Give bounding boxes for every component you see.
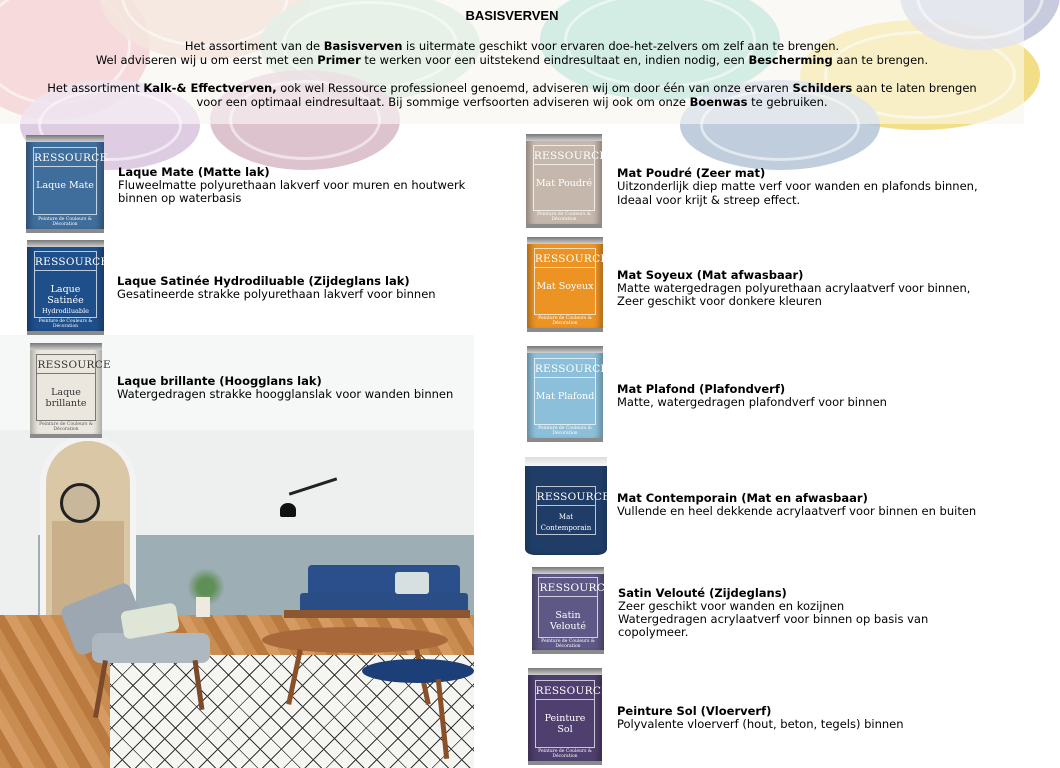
can-bottom	[527, 438, 603, 442]
product-description: Zeer geschikt voor donkere kleuren	[617, 294, 822, 308]
product-description: Polyvalente vloerverf (hout, beton, tegels) binnen	[617, 717, 904, 731]
can-product-subname: Hydrodiluable	[42, 307, 89, 316]
can-bottom	[528, 761, 602, 765]
can-product-name: Laque Satinée	[47, 284, 84, 307]
can-product-name: Satin Velouté	[550, 610, 586, 633]
product-title[interactable]: Mat Contemporain (Mat en afwasbaar)	[617, 491, 868, 505]
text-span: voor een optimaal eindresultaat. Bij sommige verfsoorten adviseren wij ook om onze	[196, 95, 690, 109]
can-label	[538, 577, 614, 638]
can-brand: RESSOURCE	[535, 253, 595, 268]
can-label	[36, 354, 112, 421]
can-label	[536, 486, 611, 535]
product-description: Watergedragen strakke hoogglanslak voor wanden binnen	[117, 387, 454, 401]
can-rim	[528, 668, 602, 675]
product-description: binnen op waterbasis	[118, 191, 242, 205]
paint-can-image[interactable]	[27, 240, 109, 335]
product-description: Watergedragen acrylaatverf voor binnen op basis van	[618, 612, 929, 626]
side-table	[362, 659, 474, 683]
text-span: te werken voor een uitstekend eindresultaat en, indien nodig, een	[360, 53, 749, 67]
header-banner	[0, 0, 1024, 124]
product-title[interactable]: Laque Mate (Matte lak)	[118, 165, 270, 179]
product-title[interactable]: Mat Poudré (Zeer mat)	[617, 166, 766, 180]
product-description: Ideaal voor krijt & streep effect.	[617, 193, 801, 207]
sofa-pillow	[395, 572, 429, 594]
wall-lamp-shade	[280, 503, 296, 517]
text-span: is uitermate geschikt voor ervaren doe-het-zelvers om zelf aan te brengen.	[402, 39, 840, 53]
can-rim	[527, 346, 603, 353]
can-brand: RESSOURCE	[34, 152, 96, 167]
can-bottom	[532, 650, 604, 654]
can-brand: RESSOURCE	[37, 359, 94, 374]
can-footer: Peinture de Couleurs & Décoration	[39, 422, 93, 433]
product-title[interactable]: Laque brillante (Hoogglans lak)	[117, 374, 322, 388]
paint-can-image[interactable]	[526, 134, 608, 228]
product-description: Uitzonderlijk diep matte verf voor wanden en plafonds binnen,	[617, 179, 978, 193]
can-footer: Peinture de Couleurs & Décoration	[538, 426, 592, 437]
can-brand: RESSOURCE	[536, 685, 595, 700]
can-product-name: Mat Contemporain	[540, 513, 592, 533]
can-rim	[527, 237, 603, 244]
can-footer: Peinture de Couleurs & Décoration	[538, 749, 592, 760]
can-rim	[526, 134, 602, 141]
round-mirror	[60, 483, 100, 523]
can-brand: RESSOURCE	[35, 256, 96, 271]
bucket-rim	[525, 457, 607, 466]
can-footer: Peinture de Couleurs & Décoration	[38, 217, 92, 228]
coffee-table	[262, 627, 448, 653]
can-bottom	[526, 224, 602, 228]
text-span: Wel adviseren wij u om eerst met een	[95, 53, 318, 67]
can-rim	[532, 567, 604, 574]
can-label	[535, 680, 610, 748]
product-title[interactable]: Laque Satinée Hydrodiluable (Zijdeglans lak)	[117, 274, 410, 288]
can-footer: Peinture de Couleurs & Décoration	[537, 212, 591, 223]
armchair-seat	[92, 633, 210, 663]
text-span: aan te brengen.	[832, 53, 929, 67]
can-label	[534, 248, 609, 315]
text-span: ook wel Ressource professioneel genoemd, adviseren wij om door één van onze ervaren	[276, 81, 793, 95]
can-footer: Peinture de Couleurs & Décoration	[538, 316, 592, 327]
can-product-name: Laque brillante	[45, 387, 87, 410]
bescherming-emphasis: Bescherming	[748, 53, 833, 67]
product-description: Vullende en heel dekkende acrylaatverf voor binnen en buiten	[617, 504, 977, 518]
paint-can-image[interactable]	[527, 237, 609, 332]
can-brand: RESSOURCE	[534, 150, 594, 165]
can-footer: Peinture de Couleurs & Décoration	[38, 319, 93, 330]
can-product-name: Mat Plafond	[535, 390, 595, 402]
sofa-frame	[284, 610, 470, 618]
basisverven-emphasis: Basisverven	[323, 39, 403, 53]
can-label	[534, 358, 609, 425]
can-bottom	[30, 434, 102, 438]
can-footer: Peinture de Couleurs & Décoration	[541, 638, 595, 649]
paint-can-image[interactable]	[30, 343, 112, 438]
product-description: Matte watergedragen polyurethaan acrylaatverf voor binnen,	[617, 281, 971, 295]
product-description: Zeer geschikt voor wanden en kozijnen	[618, 599, 845, 613]
can-label	[34, 251, 109, 318]
paint-can-image[interactable]	[528, 668, 610, 765]
text-span: Het assortiment van de	[184, 39, 324, 53]
paint-can-image[interactable]	[532, 567, 614, 654]
text-span: te gebruiken.	[747, 95, 828, 109]
intro-paragraph-effectverven	[0, 81, 1024, 109]
paint-can-image[interactable]	[527, 346, 609, 442]
vase	[196, 597, 210, 617]
intro-text	[0, 0, 1024, 109]
paint-bucket-image[interactable]	[525, 457, 611, 555]
product-title[interactable]: Mat Plafond (Plafondverf)	[617, 382, 786, 396]
intro-paragraph-basisverven	[0, 39, 1024, 67]
can-rim	[30, 343, 102, 350]
boenwas-emphasis: Boenwas	[689, 95, 748, 109]
can-brand: RESSOURCE	[537, 491, 596, 506]
primer-emphasis: Primer	[317, 53, 361, 67]
product-description: Gesatineerde strakke polyurethaan lakverf voor binnen	[117, 287, 436, 301]
intro-line	[0, 39, 1024, 53]
product-description: Matte, watergedragen plafondverf voor binnen	[617, 395, 887, 409]
can-rim	[26, 135, 104, 142]
can-product-name: Peinture Sol	[544, 712, 586, 735]
text-span: aan te laten brengen	[852, 81, 977, 95]
product-title[interactable]: Peinture Sol (Vloerverf)	[617, 704, 772, 718]
product-description: copolymeer.	[618, 625, 689, 639]
can-product-name: Mat Soyeux	[536, 281, 594, 293]
can-product-name: Mat Poudré	[535, 178, 593, 190]
product-title[interactable]: Satin Velouté (Zijdeglans)	[618, 586, 787, 600]
paint-can-image[interactable]	[26, 135, 108, 233]
page-title: BASISVERVEN	[465, 8, 559, 23]
can-product-name: Laque Mate	[36, 179, 94, 191]
can-bottom	[527, 328, 603, 332]
can-label	[33, 147, 108, 216]
can-brand: RESSOURCE	[535, 363, 595, 378]
schilders-emphasis: Schilders	[792, 81, 853, 95]
can-bottom	[26, 229, 104, 233]
intro-line	[0, 95, 1024, 109]
product-title[interactable]: Mat Soyeux (Mat afwasbaar)	[617, 268, 804, 282]
text-span: Het assortiment	[47, 81, 144, 95]
can-rim	[27, 240, 104, 247]
intro-line	[0, 81, 1024, 95]
can-label	[533, 145, 608, 211]
kalk-effectverven-emphasis: Kalk-& Effectverven,	[143, 81, 277, 95]
can-bottom	[27, 331, 104, 335]
product-description: Fluweelmatte polyurethaan lakverf voor muren en houtwerk	[118, 178, 466, 192]
intro-line	[0, 53, 1024, 67]
can-brand: RESSOURCE	[539, 582, 596, 597]
